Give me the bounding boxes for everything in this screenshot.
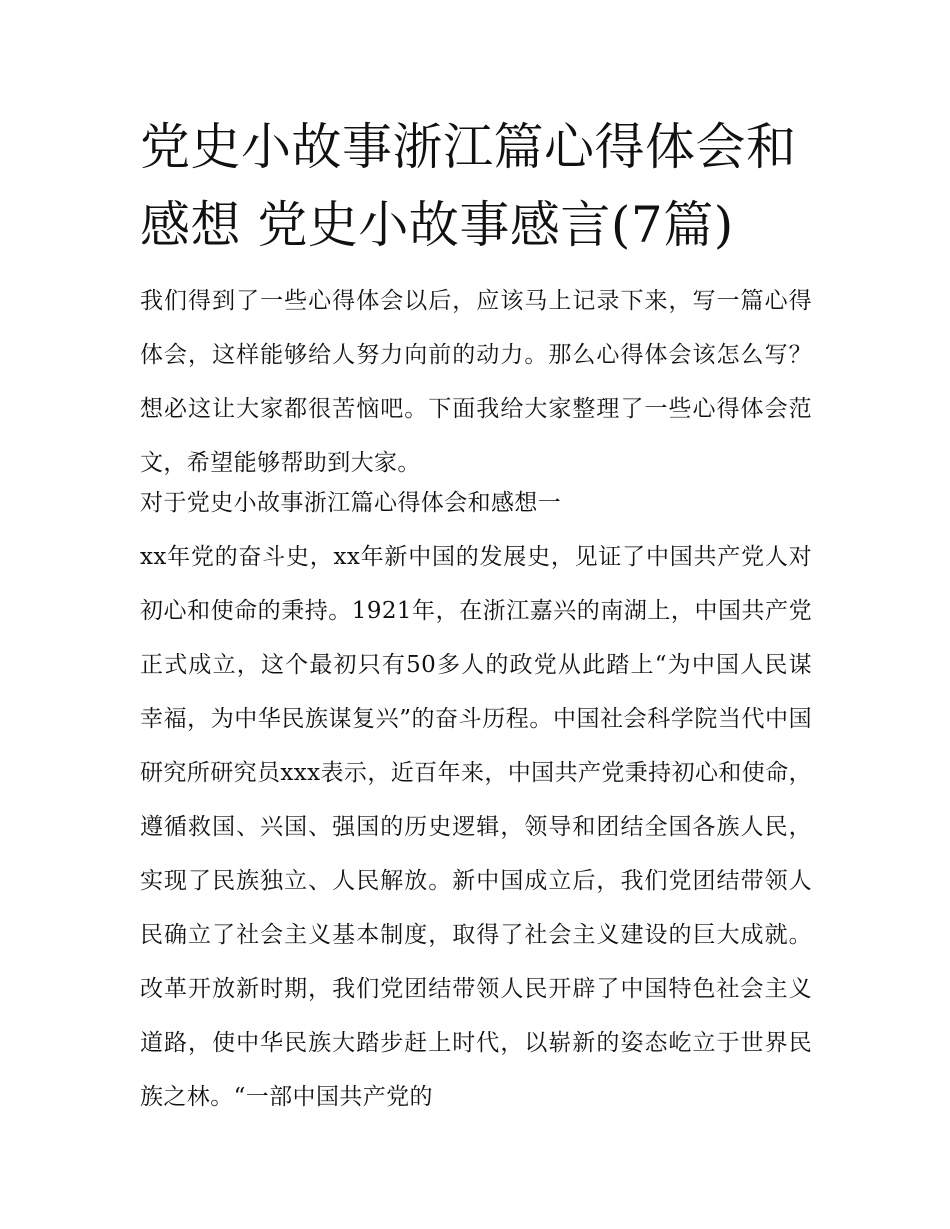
intro-paragraph: 我们得到了一些心得体会以后，应该马上记录下来，写一篇心得体会，这样能够给人努力向前的动力。那么心得体会该怎么写？想必这让大家都很苦恼吧。下面我给大家整理了一些心得体会范文，希望能够帮助到大家。 [140, 288, 812, 476]
section-heading: 对于党史小故事浙江篇心得体会和感想一 [140, 490, 562, 516]
article-paragraph: xx年党的奋斗史，xx年新中国的发展史，见证了中国共产党人对初心和使命的秉持。1921年，在浙江嘉兴的南湖上，中国共产党正式成立，这个最初只有50多人的政党从此踏上“为中国人民谋幸福，为中华民族谋复兴”的奋斗历程。中国社会科学院当代中国研究所研究员xxx表示，近百年来，中国共产党秉持初心和使命，遵循救国、兴国、强国的历史逻辑，领导和团结全国各族人民，实现了民族独立、人民解放。新中国成立后，我们党团结带领人民确立了社会主义基本制度，取得了社会主义建设的巨大成就。改革开放新时期，我们党团结带领人民开辟了中国特色社会主义道路，使中华民族大踏步赶上时代，以崭新的姿态屹立于世界民族之林。“一部中国共产党的 [140, 544, 812, 1110]
document-title: 党史小故事浙江篇心得体会和感想 党史小故事感言(7篇) [140, 118, 797, 254]
